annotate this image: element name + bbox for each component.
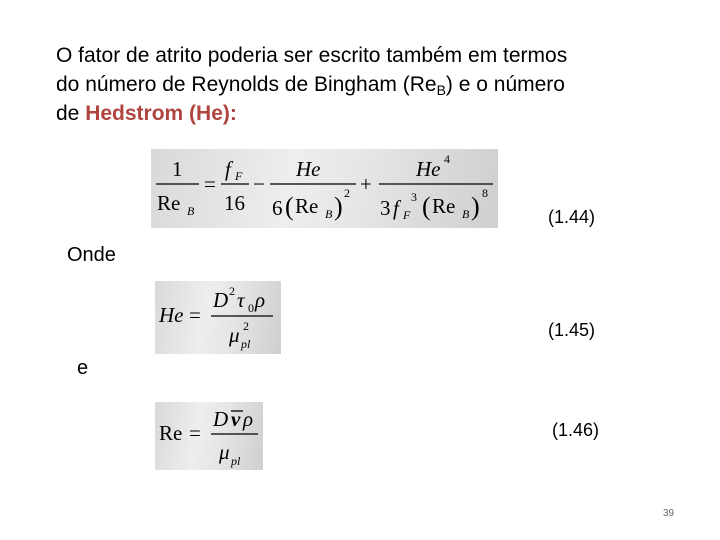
eq144-num1: 1 [172, 157, 183, 181]
eq144-equals: = [204, 172, 216, 196]
eq144-den3-sub: B [325, 207, 333, 221]
page-number: 39 [663, 508, 675, 519]
intro-line-3: de [56, 102, 86, 125]
eq146-den-sub: pl [231, 454, 241, 468]
eq145-num-d: D [213, 288, 229, 312]
eq146-equals: = [189, 421, 201, 445]
eq144-den3-coef: 6 [272, 196, 283, 220]
eq145-rho: ρ [255, 288, 266, 312]
eq144-plus: + [360, 172, 372, 196]
intro-line-2-end: ) e o número [445, 73, 565, 96]
equation-1-44-label: (1.44) [548, 207, 596, 227]
equation-1-44-image [151, 149, 498, 228]
intro-line-2: do número de Reynolds de Bingham (Re [56, 73, 437, 96]
eq145-equals: = [189, 303, 201, 327]
equation-1-46-image [155, 402, 263, 470]
e-text: e [77, 357, 89, 379]
eq144-den4-rparen: ) [471, 192, 480, 221]
intro-line-1: O fator de atrito poderia ser escrito também em termos [56, 44, 568, 67]
eq146-den-mu: μ [219, 440, 230, 464]
hedstrom-highlight: Hedstrom (He): [85, 102, 237, 125]
eq145-den-exp: 2 [243, 319, 249, 333]
eq144-num3: He [296, 157, 321, 181]
eq144-den1-sub: B [187, 204, 195, 218]
eq144-den4-lparen: ( [422, 192, 431, 221]
eq144-num2: f [225, 157, 231, 181]
eq144-den2: 16 [224, 191, 245, 215]
eq144-den3-lparen: ( [285, 192, 294, 221]
eq144-den4-exp: 8 [482, 186, 488, 200]
eq144-num4-exp: 4 [444, 152, 450, 166]
eq144-den3-rparen: ) [334, 192, 343, 221]
eq145-tau: τ [237, 288, 245, 312]
eq146-num-d: D [213, 407, 229, 431]
eq146-vbar: v [231, 407, 241, 431]
eq145-num-exp: 2 [229, 284, 235, 298]
eq144-den4-fexp: 3 [411, 190, 417, 204]
equation-1-45-label: (1.45) [548, 320, 596, 340]
eq144-den3-re: Re [295, 194, 319, 218]
eq145-den-sub: pl [241, 337, 251, 351]
equation-1-45-image [155, 281, 281, 354]
eq144-den3-exp: 2 [344, 186, 350, 200]
eq145-tau-sub: 0 [248, 301, 254, 315]
eq144-num4: He [416, 157, 441, 181]
intro-paragraph [56, 41, 656, 128]
eq145-lhs: He [159, 303, 184, 327]
equation-1-46-label: (1.46) [552, 420, 600, 440]
eq144-den1: Re [157, 191, 181, 215]
eq144-den4-re: Re [432, 194, 456, 218]
eq145-den-mu: μ [229, 323, 240, 347]
eq144-den4-f: f [393, 196, 399, 220]
eq146-lhs: Re [159, 421, 183, 445]
eq144-minus: − [253, 172, 265, 196]
eq144-den4-fsub: F [403, 208, 411, 222]
eq144-den4-sub: B [462, 207, 470, 221]
onde-text: Onde [67, 244, 116, 266]
eq146-rho: ρ [243, 407, 254, 431]
eq144-num2-sub: F [235, 169, 243, 183]
eq144-den4-coef: 3 [380, 196, 391, 220]
intro-line-2-subscript: B [436, 82, 446, 98]
